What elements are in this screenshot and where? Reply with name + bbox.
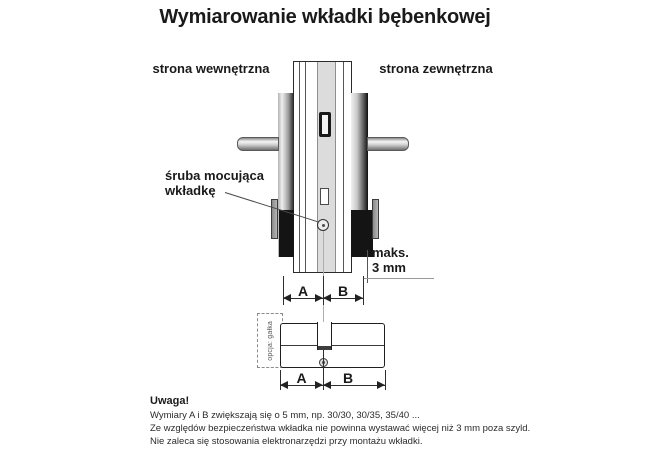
- note-line-3: Nie zaleca się stosowania elektronarzędzi przy montażu wkładki.: [150, 436, 423, 447]
- cylinder-bar-inner: [237, 137, 279, 151]
- knob-option-label: opcja: gałka: [266, 320, 274, 361]
- escutcheon-right-lower: [351, 210, 373, 257]
- label-max-line1: maks.: [372, 245, 409, 260]
- label-max-line2: 3 mm: [372, 260, 406, 275]
- escutcheon-right-tab: [372, 199, 379, 239]
- dim-label-a-upper: A: [297, 283, 309, 299]
- escutcheon-left-tab: [271, 199, 278, 239]
- cylinder-bar-outer: [367, 137, 409, 151]
- dim-label-b-lower: B: [342, 370, 354, 386]
- max-protrusion-line-horizontal: [364, 278, 434, 279]
- page-title: Wymiarowanie wkładki bębenkowej: [159, 6, 491, 28]
- label-max-protrusion: [372, 245, 409, 275]
- note-line-1: Wymiary A i B zwiększają się o 5 mm, np. 30/30, 30/35, 35/40 ...: [150, 410, 420, 421]
- fixing-screw: [317, 219, 329, 231]
- label-fixing-screw-line2: wkładkę: [165, 183, 216, 198]
- keyway-slot: [319, 112, 331, 137]
- door-panel-line: [305, 62, 306, 272]
- cylinder-core-strip: [317, 62, 336, 272]
- dim-extension-line: [385, 370, 386, 390]
- dim-arrow-icon: [377, 381, 385, 389]
- escutcheon-left-lower: [279, 210, 294, 257]
- dim-label-a-lower: A: [296, 370, 307, 386]
- door-panel-line: [343, 62, 344, 272]
- label-fixing-screw-line1: śruba mocująca: [165, 168, 264, 183]
- cylinder-cam: [318, 346, 331, 350]
- dim-label-b-upper: B: [337, 283, 349, 299]
- note-heading: Uwaga!: [150, 395, 190, 407]
- cam-slot: [320, 188, 329, 205]
- label-outer-side: strona zewnętrzna: [379, 61, 493, 76]
- cylinder-midline: [281, 345, 384, 346]
- door-panel-line: [299, 62, 300, 272]
- dim-extension-line: [363, 276, 364, 305]
- fixing-screw-dot: [322, 224, 325, 227]
- label-inner-side: strona wewnętrzna: [152, 61, 270, 76]
- note-line-2: Ze względów bezpieczeństwa wkładka nie powinna wystawać więcej niż 3 mm poza szyld.: [150, 423, 531, 434]
- label-fixing-screw: [165, 168, 264, 198]
- note-block: [150, 395, 620, 448]
